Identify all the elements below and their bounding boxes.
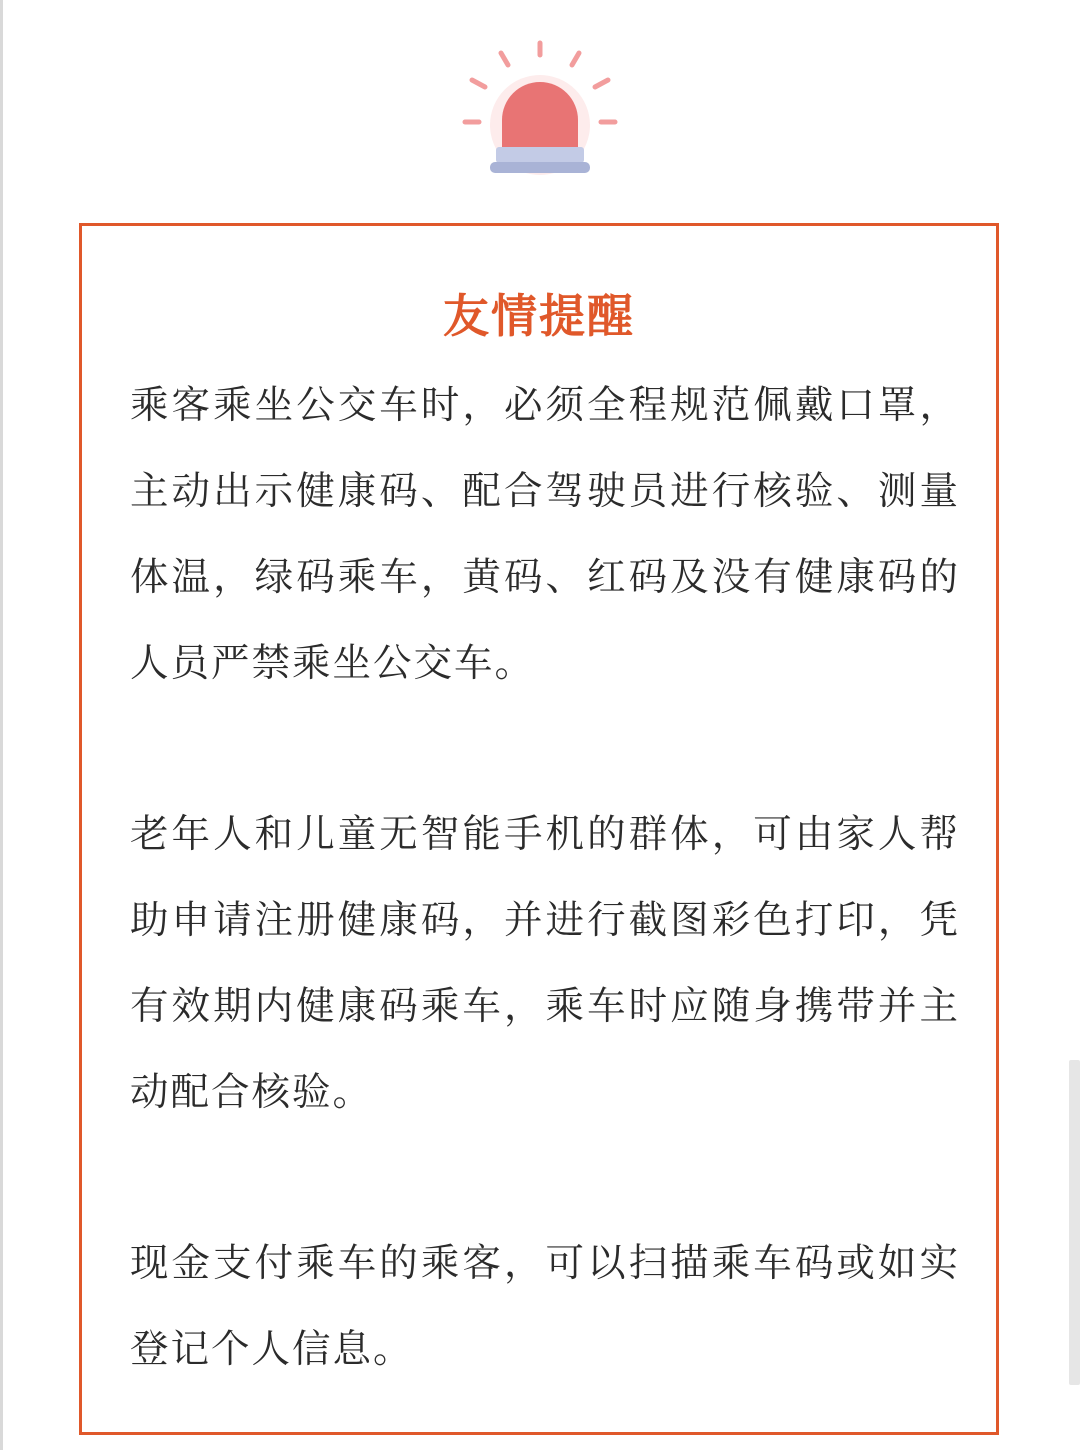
reminder-card bbox=[79, 223, 999, 1435]
card-title: 友情提醒 bbox=[443, 289, 635, 343]
left-edge-divider bbox=[0, 0, 3, 1450]
alarm-siren-icon bbox=[455, 35, 625, 185]
paragraph-mask-requirement: 乘客乘坐公交车时，必须全程规范佩戴口罩，主动出示健康码、配合驾驶员进行核验、测量体温，绿码乘车，黄码、红码及没有健康码的人员严禁乘坐公交车。 bbox=[130, 383, 960, 686]
paragraph-cash-payment: 现金支付乘车的乘客，可以扫描乘车码或如实登记个人信息。 bbox=[130, 1241, 960, 1372]
paragraph-elderly-children: 老年人和儿童无智能手机的群体，可由家人帮助申请注册健康码，并进行截图彩色打印，凭有效期内健康码乘车，乘车时应随身携带并主动配合核验。 bbox=[130, 812, 960, 1115]
scrollbar-thumb[interactable] bbox=[1069, 1060, 1080, 1385]
